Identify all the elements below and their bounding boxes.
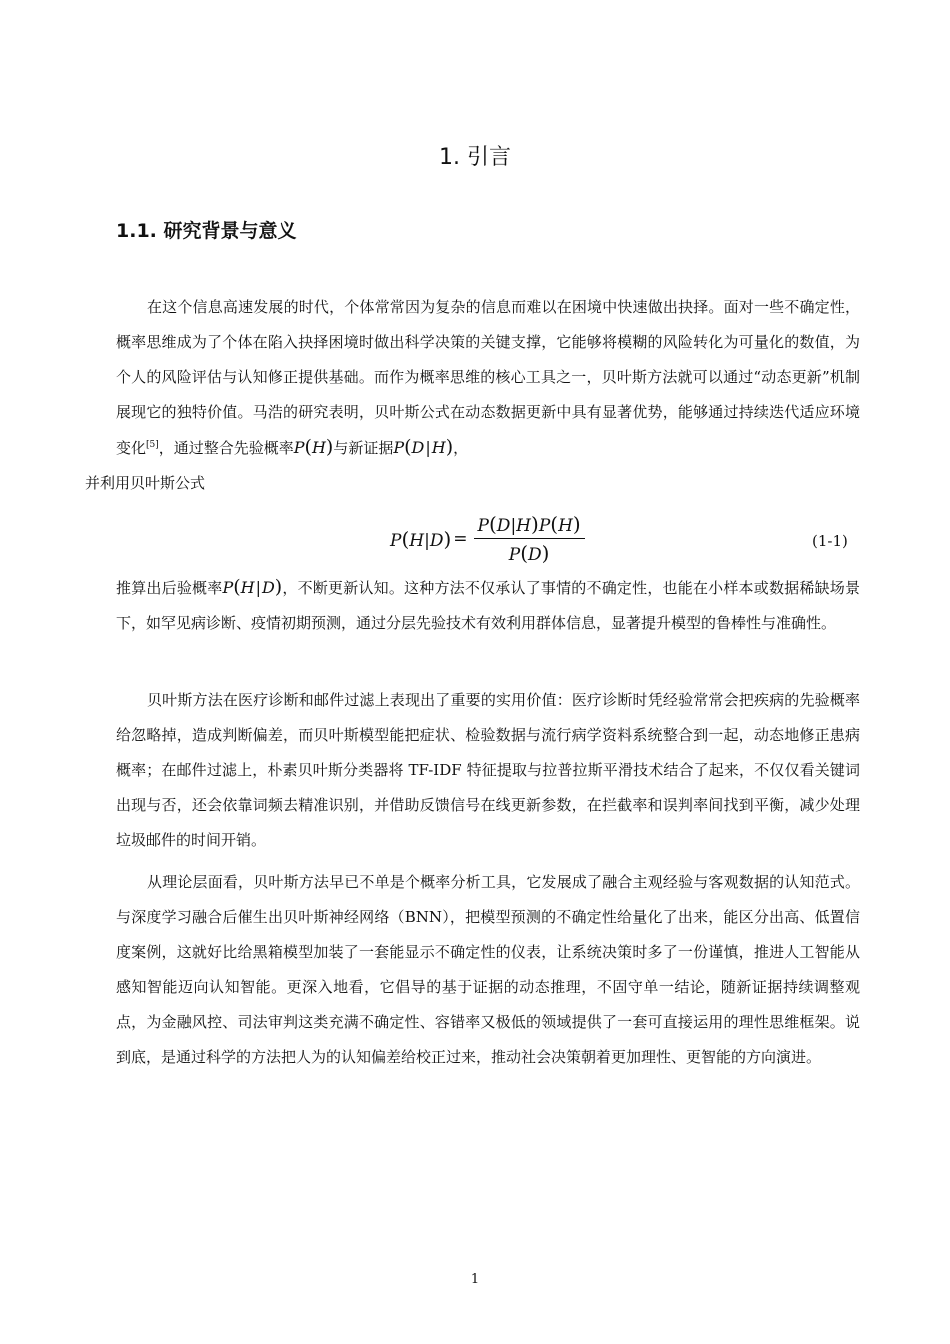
equals-sign: = bbox=[453, 528, 468, 549]
equation-numerator: P(D|H)P(H) bbox=[474, 512, 585, 539]
equation-number: (1-1) bbox=[812, 532, 848, 550]
paragraph-1 bbox=[85, 290, 860, 501]
page-number: 1 bbox=[470, 1272, 480, 1287]
paragraph-1-text-b: ，通过整合先验概率 bbox=[158, 439, 294, 457]
paragraph-4: 从理论层面看，贝叶斯方法早已不单是个概率分析工具，它发展成了融合主观经验与客观数据的认知范式。与深度学习融合后催生出贝叶斯神经网络（BNN），把模型预测的不确定性给量化了出来，能区分出高、低置信度案例，这就好比给黑箱模型加装了一套能显示不确定性的仪表，让系统决策时多了一份谨慎，推进人工智能从感知智能迈向认知智能。更深入地看，它倡导的基于证据的动态推理，不固守单一结论，随新证据持续调整观点，为金融风控、司法审判这类充满不确定性、容错率又极低的领域提供了一套可直接运用的理性思维框架。说到底，是通过科学的方法把人为的认知偏差给校正过来，推动社会决策朝着更加理性、更智能的方向演进。 bbox=[116, 873, 860, 1066]
equation-denominator: P(D) bbox=[508, 541, 550, 565]
paragraph-3: 贝叶斯方法在医疗诊断和邮件过滤上表现出了重要的实用价值：医疗诊断时凭经验常常会把疾病的先验概率给忽略掉，造成判断偏差，而贝叶斯模型能把症状、检验数据与流行病学资料系统整合到一起，动态地修正患病概率；在邮件过滤上，朴素贝叶斯分类器将 TF-IDF 特征提取与拉普拉斯平滑技术结合了起来，不仅仅看关键词出现与否，还会依靠词频去精准识别，并借助反馈信号在线更新参数，在拦截率和误判率间找到平衡，减少处理垃圾邮件的时间开销。 bbox=[116, 691, 860, 849]
citation-marker: [5] bbox=[146, 440, 159, 450]
paragraph-1-text-a: 在这个信息高速发展的时代，个体常常因为复杂的信息而难以在困境中快速做出抉择。面对一些不确定性，概率思维成为了个体在陷入抉择困境时做出科学决策的关键支撑，它能够将模糊的风险转化为可量化的数值，为个人的风险评估与认知修正提供基础。而作为概率思维的核心工具之一，贝叶斯方法就可以通过“动态更新”机制展现它的独特价值。马浩的研究表明，贝叶斯公式在动态数据更新中具有显著优势，能够通过持续迭代适应环境变化 bbox=[116, 298, 860, 457]
paragraph-1-text-d: ， bbox=[453, 439, 469, 457]
paragraph-2 bbox=[116, 570, 860, 641]
equation-fraction bbox=[474, 512, 585, 565]
paragraph-1-text-e: 并利用贝叶斯公式 bbox=[85, 474, 206, 492]
paragraph-2-text-b: ，不断更新认知。这种方法不仅承认了事情的不确定性，也能在小样本或数据稀缺场景下，如罕见病诊断、疫情初期预测，通过分层先验技术有效利用群体信息，显著提升模型的鲁棒性与准确性。 bbox=[116, 579, 860, 632]
chapter-title: 1. 引言 bbox=[439, 145, 511, 170]
likelihood-formula: P(D|H) bbox=[393, 436, 454, 458]
paragraph-2-text-a: 推算出后验概率 bbox=[116, 579, 223, 597]
paragraph-1-text-c: 与新证据 bbox=[333, 439, 394, 457]
prior-probability-formula: P(H) bbox=[293, 436, 334, 458]
section-title: 1.1. 研究背景与意义 bbox=[116, 220, 297, 242]
bayes-formula bbox=[390, 512, 585, 565]
posterior-probability-formula: P(H|D) bbox=[222, 576, 283, 598]
equation-lhs: P(H|D) bbox=[390, 526, 452, 551]
